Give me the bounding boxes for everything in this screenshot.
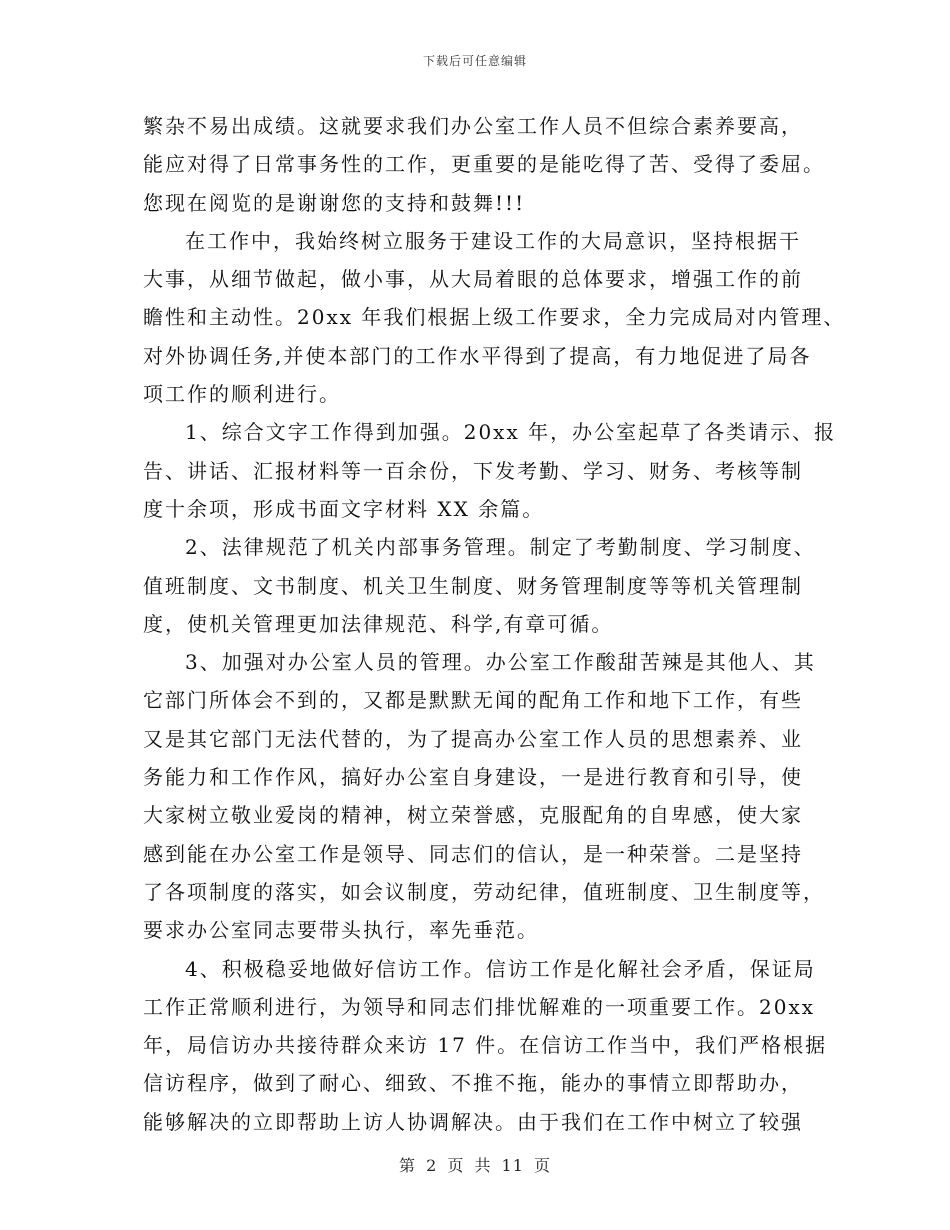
- text-line: 瞻性和主动性。20xx 年我们根据上级工作要求，全力完成局对内管理、: [143, 305, 846, 330]
- text-line: 能够解决的立即帮助上访人协调解决。由于我们在工作中树立了较强: [143, 1109, 803, 1134]
- text-line: 感到能在办公室工作是领导、同志们的信认，是一种荣誉。二是坚持: [143, 841, 803, 866]
- text-line: 要求办公室同志要带头执行，率先垂范。: [143, 918, 539, 943]
- text-line: 2、法律规范了机关内部事务管理。制定了考勤制度、学习制度、: [185, 535, 816, 560]
- text-line: 年，局信访办共接待群众来访 17 件。在信访工作当中，我们严格根据: [143, 1033, 828, 1058]
- text-line: 对外协调任务,并使本部门的工作水平得到了提高，有力地促进了局各: [143, 343, 812, 368]
- text-line: 它部门所体会不到的，又都是默默无闻的配角工作和地下工作，有些: [143, 688, 803, 713]
- page-footer: 第 2 页 共 11 页: [399, 1156, 551, 1175]
- text-line: 在工作中，我始终树立服务于建设工作的大局意识，坚持根据干: [185, 228, 801, 253]
- text-line: 大事，从细节做起，做小事，从大局着眼的总体要求，增强工作的前: [143, 267, 803, 292]
- text-line: 又是其它部门无法代替的，为了提高办公室工作人员的思想素养、业: [143, 726, 803, 751]
- text-line: 信访程序，做到了耐心、细致、不推不拖，能办的事情立即帮助办，: [143, 1071, 803, 1096]
- text-line: 1、综合文字工作得到加强。20xx 年，办公室起草了各类请示、报: [185, 420, 837, 445]
- text-line: 大家树立敬业爱岗的精神，树立荣誉感，克服配角的自卑感，使大家: [143, 803, 803, 828]
- text-line: 务能力和工作作风，搞好办公室自身建设，一是进行教育和引导，使: [143, 765, 803, 790]
- text-line: 您现在阅览的是谢谢您的支持和鼓舞!!!: [143, 190, 526, 215]
- text-line: 工作正常顺利进行，为领导和同志们排忧解难的一项重要工作。20xx: [143, 994, 816, 1019]
- text-line: 告、讲话、汇报材料等一百余份，下发考勤、学习、财务、考核等制: [143, 458, 803, 483]
- text-line: 了各项制度的落实，如会议制度，劳动纪律，值班制度、卫生制度等，: [143, 879, 825, 904]
- text-line: 项工作的顺利进行。: [143, 382, 341, 407]
- document-body: [143, 107, 846, 1141]
- text-line: 能应对得了日常事务性的工作，更重要的是能吃得了苦、受得了委屈。: [143, 152, 825, 177]
- text-line: 4、积极稳妥地做好信访工作。信访工作是化解社会矛盾，保证局: [185, 956, 816, 981]
- text-line: 度十余项，形成书面文字材料 XX 余篇。: [143, 496, 545, 521]
- text-line: 值班制度、文书制度、机关卫生制度、财务管理制度等等机关管理制: [143, 573, 803, 598]
- page-header: 下载后可任意编辑: [422, 54, 527, 68]
- text-line: 度，使机关管理更加法律规范、科学,有章可循。: [143, 611, 614, 636]
- text-line: 3、加强对办公室人员的管理。办公室工作酸甜苦辣是其他人、其: [185, 650, 816, 675]
- text-line: 繁杂不易出成绩。这就要求我们办公室工作人员不但综合素养要高，: [143, 114, 803, 138]
